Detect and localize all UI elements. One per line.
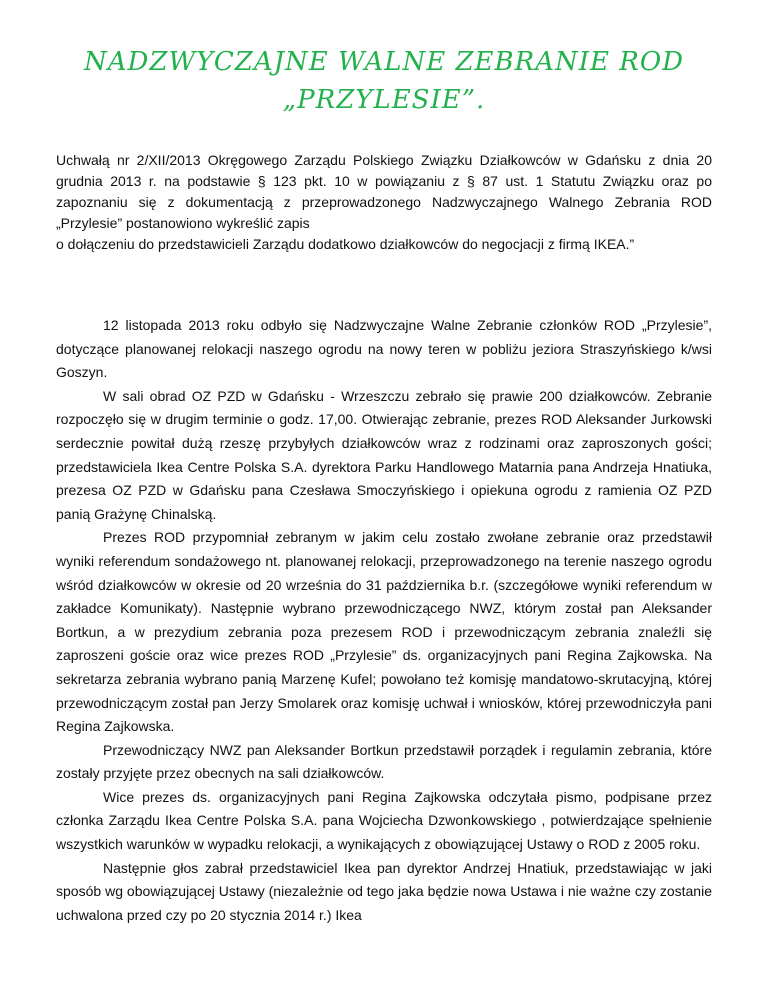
report-paragraph-1: 12 listopada 2013 roku odbyło się Nadzwyczajne Walne Zebranie członków ROD „Przylesie”, dotyczące planowanej relokacji naszego ogrodu na nowy teren w pobliżu jeziora Straszyńskiego k/wsi Goszyn. xyxy=(56,317,712,381)
report-paragraph-3: Prezes ROD przypomniał zebranym w jakim celu zostało zwołane zebranie oraz przedstawił wyniki referendum sondażowego nt. planowanej relokacji, przeprowadzonego na terenie naszego ogrodu wśród działkowców w okresie od 20 września do 31 października b.r. (szczegółowe wyniki referendum w zakładce Komunikaty). Następnie wybrano przewodniczącego NWZ, którym został pan Aleksander Bortkun, a w prezydium zebrania poza prezesem ROD i przewodniczącym zebrania znaleźli się zaproszeni goście oraz wice prezes ROD „Przylesie” ds. organizacyjnych pani Regina Zajkowska. Na sekretarza zebrania wybrano panią Marzenę Kufel; powołano też komisję mandatowo-skrutacyjną, której przewodniczącym został pan Jerzy Smolarek oraz komisję uchwał i wniosków, której przewodniczyła pani Regina Zajkowska. xyxy=(56,529,712,735)
resolution-paragraph: Uchwałą nr 2/XII/2013 Okręgowego Zarządu Polskiego Związku Działkowców w Gdańsku z dnia 20 grudnia 2013 r. na podstawie § 123 pkt. 10 w powiązaniu z § 87 ust. 1 Statutu Związku oraz po zapoznaniu się z dokumentacją z przeprowadzonego Nadzwyczajnego Walnego Zebrania ROD „Przylesie” postanowiono wykreślić zapis xyxy=(56,152,712,231)
report-paragraph-2: W sali obrad OZ PZD w Gdańsku - Wrzeszczu zebrało się prawie 200 działkowców. Zebranie rozpoczęło się w drugim terminie o godz. 17,00. Otwierając zebranie, prezes ROD Aleksander Jurkowski serdecznie powitał dużą rzeszę przybyłych działkowców wraz z rodzinami oraz zaproszonych gości; przedstawiciela Ikea Centre Polska S.A. dyrektora Parku Handlowego Matarnia pana Andrzeja Hnatiuka, prezesa OZ PZD w Gdańsku pana Czesława Smoczyńskiego i opiekuna ogrodu z ramienia OZ PZD panią Grażynę Chinalską. xyxy=(56,387,712,522)
document-title-line-1: NADZWYCZAJNE WALNE ZEBRANIE ROD xyxy=(84,47,684,77)
resolution-note xyxy=(56,150,712,255)
document-title-line-2: „PRZYLESIE”. xyxy=(282,85,486,115)
meeting-report xyxy=(56,314,712,927)
resolution-continuation: o dołączeniu do przedstawicieli Zarządu dodatkowo działkowców do negocjacji z firmą IKEA.” xyxy=(56,236,635,252)
report-paragraph-4: Przewodniczący NWZ pan Aleksander Bortkun przedstawił porządek i regulamin zebrania, które zostały przyjęte przez obecnych na sali działkowców. xyxy=(56,741,712,782)
report-paragraph-5: Wice prezes ds. organizacyjnych pani Regina Zajkowska odczytała pismo, podpisane przez członka Zarządu Ikea Centre Polska S.A. pana Wojciecha Dzwonkowskiego , potwierdzające spełnienie wszystkich warunków w wypadku relokacji, a wynikających z obowiązującej Ustawy o ROD z 2005 roku. xyxy=(56,788,712,853)
report-paragraph-6: Następnie głos zabrał przedstawiciel Ikea pan dyrektor Andrzej Hnatiuk, przedstawiając w jaki sposób wg obowiązującej Ustawy (niezależnie od tego jaka będzie nowa Ustawa i nie ważne czy zostanie uchwalona przed czy po 20 stycznia 2014 r.) Ikea xyxy=(56,859,712,923)
